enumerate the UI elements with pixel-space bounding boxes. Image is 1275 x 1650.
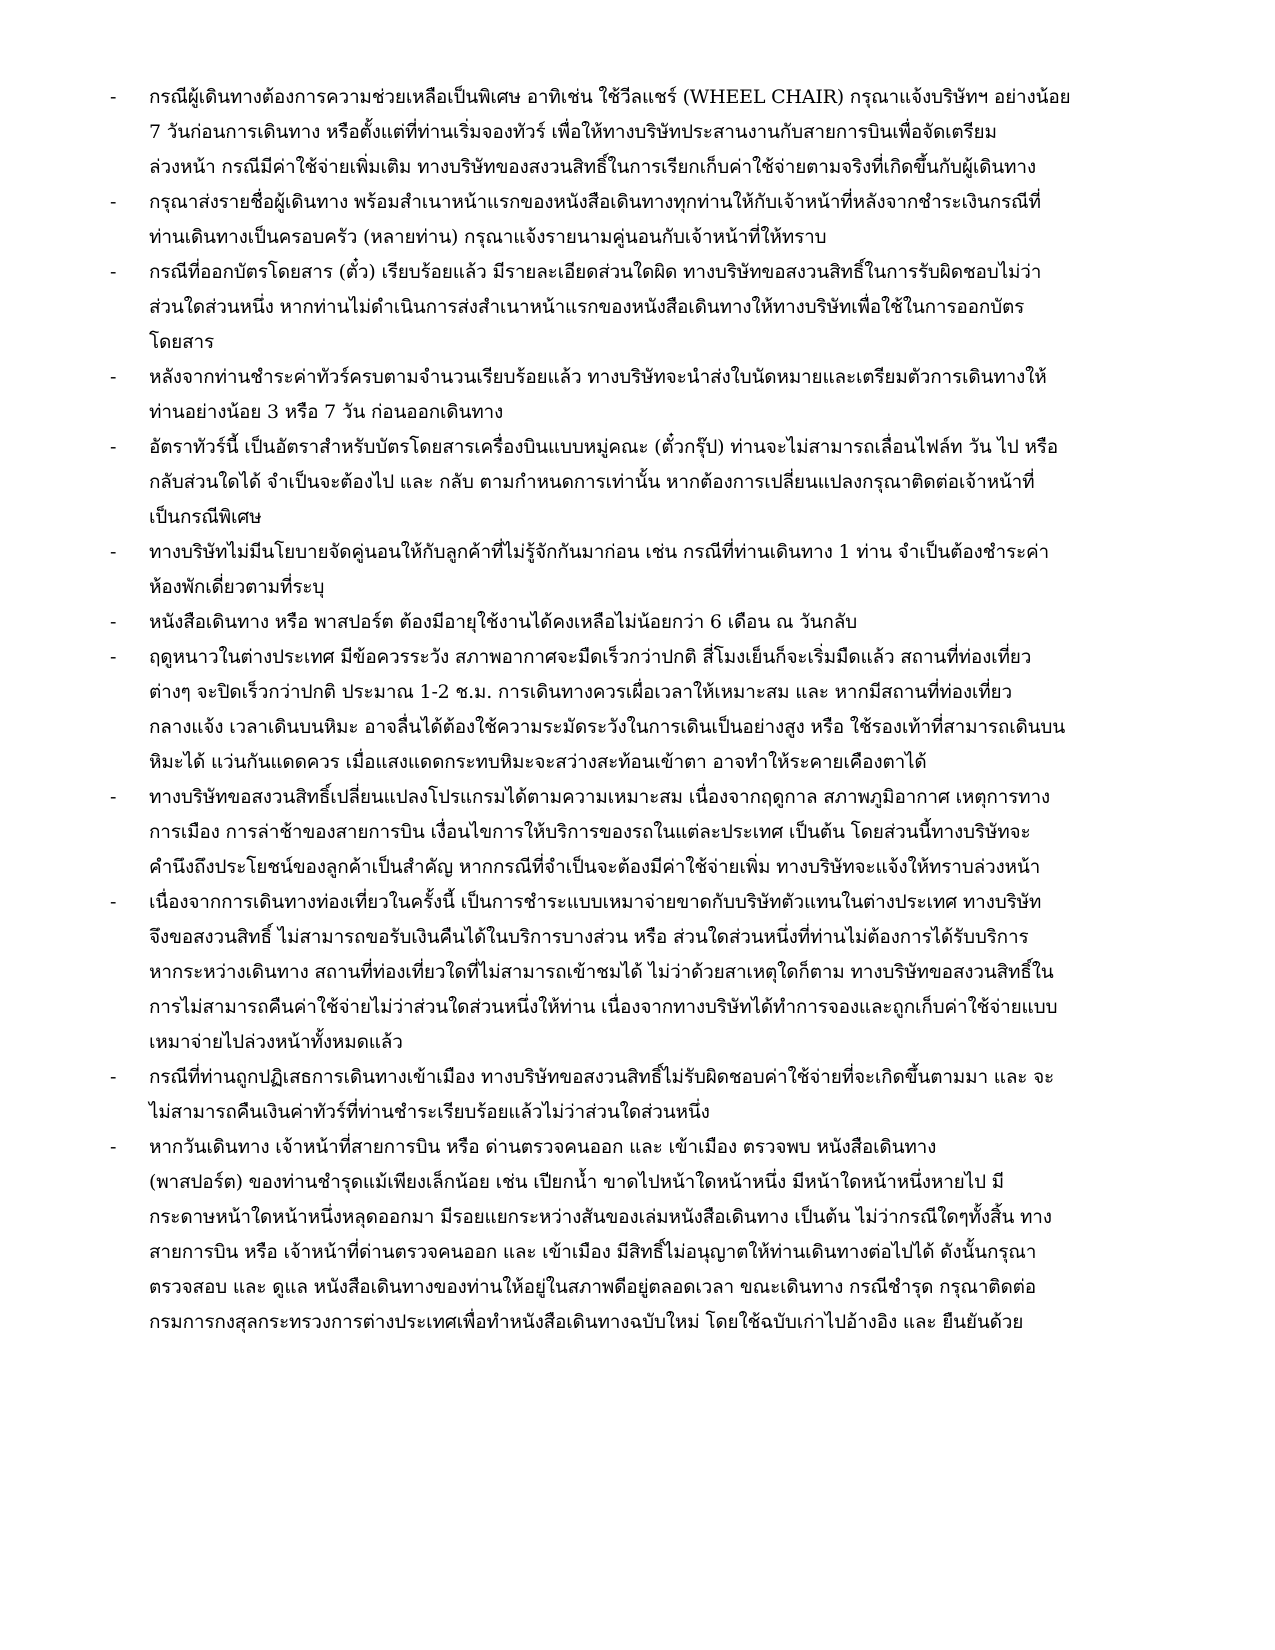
bullet-dash: -: [110, 646, 117, 668]
condition-text-line: ท่านอย่างน้อย 3 หรือ 7 วัน ก่อนออกเดินทาง: [149, 401, 504, 423]
condition-item: [110, 780, 1197, 885]
condition-item: [110, 535, 1197, 605]
bullet-dash: -: [110, 611, 117, 633]
bullet-dash: -: [110, 1136, 117, 1158]
condition-text-line: ล่วงหน้า กรณีมีค่าใช้จ่ายเพิ่มเติม ทางบริษัทของสงวนสิทธิ์ในการเรียกเก็บค่าใช้จ่ายตามจริงที่เกิดขึ้นกับผู้เดินทาง: [149, 156, 1036, 178]
bullet-dash: -: [110, 366, 117, 388]
condition-text-line: กลางแจ้ง เวลาเดินบนหิมะ อาจลื่นได้ต้องใช้ความระมัดระวังในการเดินเป็นอย่างสูง หรือ ใช้รองเท้าที่สามารถเดินบน: [149, 716, 1066, 738]
condition-text-line: กระดาษหน้าใดหน้าหนึ่งหลุดออกมา มีรอยแยกระหว่างสันของเล่มหนังสือเดินทาง เป็นต้น ไม่ว่ากรณีใดๆทั้งสิ้น ทาง: [149, 1206, 1052, 1228]
condition-text-line: คำนึงถึงประโยชน์ของลูกค้าเป็นสำคัญ หากกรณีที่จำเป็นจะต้องมีค่าใช้จ่ายเพิ่ม ทางบริษัทจะแจ้งให้ทราบล่วงหน้า: [149, 856, 1041, 878]
condition-text-line: ทางบริษัทไม่มีนโยบายจัดคู่นอนให้กับลูกค้าที่ไม่รู้จักกันมาก่อน เช่น กรณีที่ท่านเดินทาง 1 ท่าน จำเป็นต้องชำระค่า: [149, 541, 1049, 563]
conditions-list: [110, 80, 1197, 1340]
condition-text-line: ส่วนใดส่วนหนึ่ง หากท่านไม่ดำเนินการส่งสำเนาหน้าแรกของหนังสือเดินทางให้ทางบริษัทเพื่อใช้ในการออกบัตร: [149, 296, 1025, 318]
condition-item: [110, 185, 1197, 255]
condition-text-line: โดยสาร: [149, 331, 214, 353]
condition-text-line: (พาสปอร์ต) ของท่านชำรุดแม้เพียงเล็กน้อย เช่น เปียกน้ำ ขาดไปหน้าใดหน้าหนึ่ง มีหน้าใดหน้าหนึ่งหายไป มี: [149, 1171, 1004, 1193]
condition-text-line: ไม่สามารถคืนเงินค่าทัวร์ที่ท่านชำระเรียบร้อยแล้วไม่ว่าส่วนใดส่วนหนึ่ง: [149, 1101, 710, 1123]
bullet-dash: -: [110, 436, 117, 458]
condition-text-line: กรณีที่ออกบัตรโดยสาร (ตั๋ว) เรียบร้อยแล้ว มีรายละเอียดส่วนใดผิด ทางบริษัทขอสงวนสิทธิ์ในการรับผิดชอบไม่ว่า: [149, 261, 1042, 283]
condition-item: [110, 255, 1197, 360]
bullet-dash: -: [110, 261, 117, 283]
condition-text-line: กรุณาส่งรายชื่อผู้เดินทาง พร้อมสำเนาหน้าแรกของหนังสือเดินทางทุกท่านให้กับเจ้าหน้าที่หลังจากชำระเงินกรณีที่: [149, 191, 1041, 213]
condition-text-line: หากระหว่างเดินทาง สถานที่ท่องเที่ยวใดที่ไม่สามารถเข้าชมได้ ไม่ว่าด้วยสาเหตุใดก็ตาม ทางบริษัทขอสงวนสิทธิ์ใน: [149, 961, 1054, 983]
condition-text-line: กรณีที่ท่านถูกปฏิเสธการเดินทางเข้าเมือง ทางบริษัทขอสงวนสิทธิ์ไม่รับผิดชอบค่าใช้จ่ายที่จะเกิดขึ้นตามมา และ จะ: [149, 1066, 1055, 1088]
bullet-dash: -: [110, 541, 117, 563]
condition-text-line: เนื่องจากการเดินทางท่องเที่ยวในครั้งนี้ เป็นการชำระแบบเหมาจ่ายขาดกับบริษัทตัวแทนในต่างประเทศ ทางบริษัท: [149, 891, 1042, 913]
condition-text-line: กลับส่วนใดได้ จำเป็นจะต้องไป และ กลับ ตามกำหนดการเท่านั้น หากต้องการเปลี่ยนแปลงกรุณาติดต่อเจ้าหน้าที่: [149, 471, 1035, 493]
bullet-dash: -: [110, 786, 117, 808]
condition-text-line: 7 วันก่อนการเดินทาง หรือตั้งแต่ที่ท่านเริ่มจองทัวร์ เพื่อให้ทางบริษัทประสานงานกับสายการบินเพื่อจัดเตรียม: [149, 121, 997, 143]
condition-text-line: ตรวจสอบ และ ดูแล หนังสือเดินทางของท่านให้อยู่ในสภาพดีอยู่ตลอดเวลา ขณะเดินทาง กรณีชำรุด กรุณาติดต่อ: [149, 1276, 1036, 1298]
condition-text-line: อัตราทัวร์นี้ เป็นอัตราสำหรับบัตรโดยสารเครื่องบินแบบหมู่คณะ (ตั๋วกรุ๊ป) ท่านจะไม่สามารถเลื่อนไฟล์ท วัน ไป หรือ: [149, 436, 1059, 458]
condition-text-line: เหมาจ่ายไปล่วงหน้าทั้งหมดแล้ว: [149, 1031, 403, 1053]
condition-text-line: ฤดูหนาวในต่างประเทศ มีข้อควรระวัง สภาพอากาศจะมืดเร็วกว่าปกติ สี่โมงเย็นก็จะเริ่มมืดแล้ว สถานที่ท่องเที่ยว: [149, 646, 1032, 668]
condition-text-line: ต่างๆ จะปิดเร็วกว่าปกติ ประมาณ 1-2 ช.ม. การเดินทางควรเผื่อเวลาให้เหมาะสม และ หากมีสถานที่ท่องเที่ยว: [149, 681, 1012, 703]
condition-item: [110, 1130, 1197, 1340]
bullet-dash: -: [110, 1066, 117, 1088]
condition-item: [110, 360, 1197, 430]
condition-text-line: สายการบิน หรือ เจ้าหน้าที่ด่านตรวจคนออก และ เข้าเมือง มีสิทธิ์ไม่อนุญาตให้ท่านเดินทางต่อไปได้ ดังนั้นกรุณา: [149, 1241, 1037, 1263]
condition-text-line: หลังจากท่านชำระค่าทัวร์ครบตามจำนวนเรียบร้อยแล้ว ทางบริษัทจะนำส่งใบนัดหมายและเตรียมตัวการเดินทางให้: [149, 366, 1047, 388]
condition-text-line: ห้องพักเดี่ยวตามที่ระบุ: [149, 576, 325, 598]
condition-item: [110, 80, 1197, 185]
condition-text-line: หากวันเดินทาง เจ้าหน้าที่สายการบิน หรือ ด่านตรวจคนออก และ เข้าเมือง ตรวจพบ หนังสือเดินทาง: [149, 1136, 937, 1158]
condition-item: [110, 640, 1197, 780]
condition-item: [110, 605, 1197, 640]
condition-text-line: กรมการกงสุลกระทรวงการต่างประเทศเพื่อทำหนังสือเดินทางฉบับใหม่ โดยใช้ฉบับเก่าไปอ้างอิง และ ยืนยันด้วย: [149, 1311, 1024, 1333]
condition-item: [110, 430, 1197, 535]
condition-text-line: เป็นกรณีพิเศษ: [149, 506, 262, 528]
condition-text-line: ท่านเดินทางเป็นครอบครัว (หลายท่าน) กรุณาแจ้งรายนามคู่นอนกับเจ้าหน้าที่ให้ทราบ: [149, 226, 827, 248]
condition-item: [110, 885, 1197, 1060]
condition-item: [110, 1060, 1197, 1130]
condition-text-line: การไม่สามารถคืนค่าใช้จ่ายไม่ว่าส่วนใดส่วนหนึ่งให้ท่าน เนื่องจากทางบริษัทได้ทำการจองและถูกเก็บค่าใช้จ่ายแบบ: [149, 996, 1058, 1018]
condition-text-line: จึงขอสงวนสิทธิ์ ไม่สามารถขอรับเงินคืนได้ในบริการบางส่วน หรือ ส่วนใดส่วนหนึ่งที่ท่านไม่ต้องการได้รับบริการ: [149, 926, 1029, 948]
condition-text-line: กรณีผู้เดินทางต้องการความช่วยเหลือเป็นพิเศษ อาทิเช่น ใช้วีลแชร์ (WHEEL CHAIR) กรุณาแจ้งบริษัทฯ อย่างน้อย: [149, 86, 1071, 108]
condition-text-line: การเมือง การล่าช้าของสายการบิน เงื่อนไขการให้บริการของรถในแต่ละประเทศ เป็นต้น โดยส่วนนี้ทางบริษัทจะ: [149, 821, 1031, 843]
condition-text-line: หิมะได้ แว่นกันแดดควร เมื่อแสงแดดกระทบหิมะจะสว่างสะท้อนเข้าตา อาจทำให้ระคายเคืองตาได้: [149, 751, 927, 773]
condition-text-line: ทางบริษัทขอสงวนสิทธิ์เปลี่ยนแปลงโปรแกรมได้ตามความเหมาะสม เนื่องจากฤดูกาล สภาพภูมิอากาศ เหตุการทาง: [149, 786, 1051, 808]
bullet-dash: -: [110, 891, 117, 913]
bullet-dash: -: [110, 86, 117, 108]
condition-text-line: หนังสือเดินทาง หรือ พาสปอร์ต ต้องมีอายุใช้งานได้คงเหลือไม่น้อยกว่า 6 เดือน ณ วันกลับ: [149, 611, 858, 633]
bullet-dash: -: [110, 191, 117, 213]
